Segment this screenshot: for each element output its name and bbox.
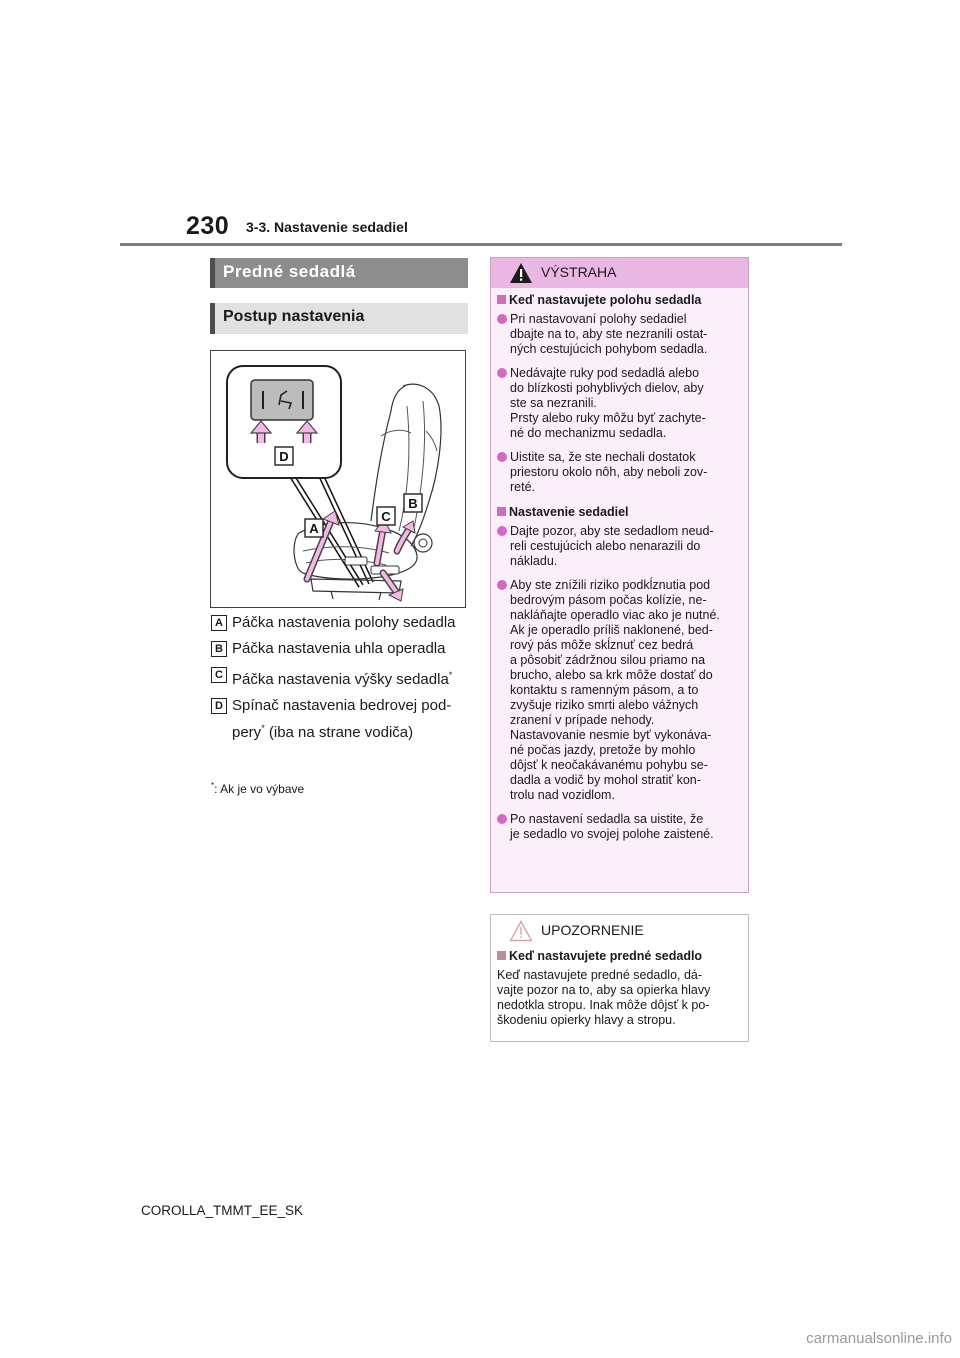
heading-bar	[210, 258, 468, 288]
subheading-bar	[210, 303, 468, 334]
legend-sup: *	[261, 723, 265, 733]
caution-heading: Keď nastavujete predné sedadlo	[497, 948, 747, 964]
legend-sup: *	[448, 670, 453, 680]
warning-section-heading: Nastavenie sedadiel	[497, 504, 747, 520]
caution-box	[490, 914, 749, 1042]
subheading-text: Postup nastavenia	[223, 308, 365, 325]
footer-model: COROLLA_TMMT_EE_SK	[141, 1203, 304, 1218]
warning-bullet: Po nastavení sedadla sa uistite, že je sedadlo vo svojej polohe zaistené.	[497, 812, 747, 842]
legend-text: Páčka nastavenia polohy sedadla	[232, 614, 456, 631]
svg-text:C: C	[381, 509, 391, 524]
legend-item-c	[211, 664, 473, 691]
page-number: 230	[186, 212, 230, 240]
warning-icon	[509, 262, 533, 284]
legend-letter: C	[211, 667, 227, 683]
footnote-mark: *	[211, 781, 215, 790]
legend-list	[211, 612, 473, 748]
footnote-text: : Ak je vo výbave	[214, 782, 305, 796]
caution-text: Keď nastavujete predné sedadlo, dá- vajte pozor na to, aby sa opierka hlavy nedotkla stropu. Inak môže dôjsť k po- škodeniu opierky hlavy a stropu.	[497, 968, 711, 1027]
heading-text: Predné sedadlá	[223, 262, 356, 281]
seat-figure	[210, 350, 466, 608]
legend-text: Páčka nastavenia výšky sedadla	[232, 671, 449, 688]
legend-item-b	[211, 638, 473, 660]
legend-letter: D	[211, 698, 227, 714]
warning-bullet: Pri nastavovaní polohy sedadiel dbajte na to, aby ste nezranili ostat- ných cestujúcich pohybom sedadla.	[497, 312, 747, 357]
warning-bullet: Aby ste znížili riziko podkĺznutia pod bedrovým pásom počas kolízie, ne- nakláňajte operadlo viac ako je nutné. Ak je operadlo príliš naklonené, bed- rový pás môže skĺznuť cez bedrá a pôsobiť zádržnou silou priamo na brucho, alebo sa krk môže dostať do kontaktu s ramenným pásom, a to zvyšuje riziko smrti alebo vážnych zranení v prípade nehody. Nastavovanie nesmie byť vykonáva- né počas jazdy, pretože by mohlo dôjsť k neočakávanému pohybu se- dadla a vodič by mohol stratiť kon- trolu nad vozidlom.	[497, 578, 747, 803]
header-rule	[120, 243, 842, 246]
watermark: carmanualsonline.info	[806, 1330, 952, 1347]
svg-text:B: B	[408, 496, 418, 511]
svg-text:A: A	[309, 521, 319, 536]
subheading-mark	[210, 303, 215, 334]
warning-bullet: Dajte pozor, aby ste sedadlom neud- reli cestujúcich alebo nenarazili do nákladu.	[497, 524, 747, 569]
caution-title: UPOZORNENIE	[541, 922, 644, 938]
warning-bullet: Uistite sa, že ste nechali dostatok priestoru okolo nôh, aby neboli zov- reté.	[497, 450, 747, 495]
warning-section-heading: Keď nastavujete polohu sedadla	[497, 292, 747, 308]
svg-text:D: D	[279, 449, 289, 464]
warning-box	[490, 257, 749, 893]
legend-tail: (iba na strane vodiča)	[264, 724, 414, 741]
legend-text: Páčka nastavenia uhla operadla	[232, 640, 446, 657]
legend-item-d	[211, 695, 473, 744]
caution-body	[497, 948, 747, 1028]
heading-mark	[210, 258, 215, 288]
warning-title: VÝSTRAHA	[541, 264, 617, 280]
section-title: 3-3. Nastavenie sedadiel	[246, 219, 408, 235]
warning-title-bar	[491, 258, 748, 288]
legend-item-a	[211, 612, 473, 634]
seat-illustration	[211, 351, 465, 607]
footnote	[211, 781, 304, 796]
legend-text: Spínač nastavenia bedrovej pod-pery	[232, 697, 452, 741]
warning-body	[497, 292, 747, 851]
legend-letter: B	[211, 641, 227, 657]
figure-label-a	[305, 519, 323, 537]
caution-title-bar	[491, 915, 748, 945]
figure-label-b	[404, 494, 422, 512]
caution-icon	[509, 920, 533, 942]
figure-label-d	[275, 447, 293, 465]
figure-label-c	[377, 507, 395, 525]
legend-letter: A	[211, 615, 227, 631]
warning-bullet: Nedávajte ruky pod sedadlá alebo do blízkosti pohyblivých dielov, aby ste sa nezranili. Prsty alebo ruky môžu byť zachyte- né do mechanizmu sedadla.	[497, 366, 747, 441]
